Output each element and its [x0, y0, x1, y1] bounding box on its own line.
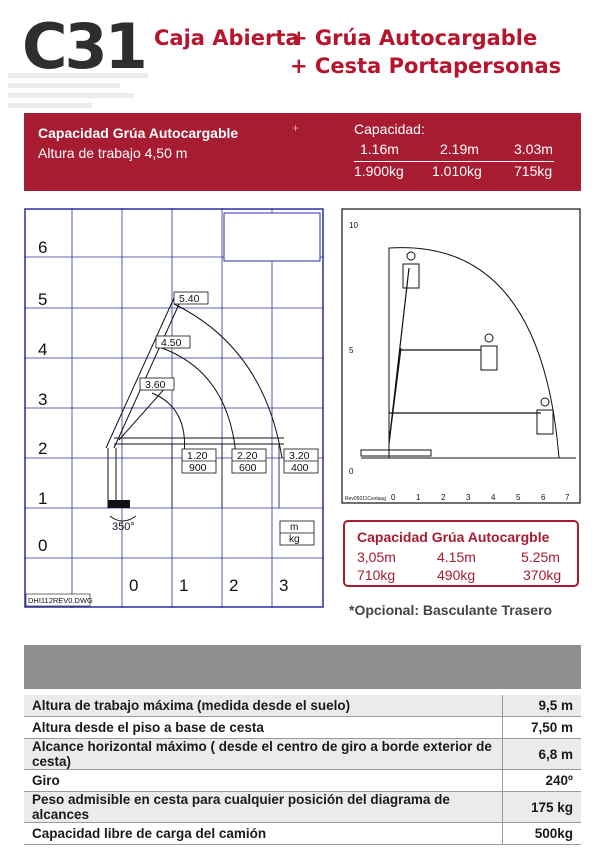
- capacity-distance: 5.25m: [521, 549, 560, 565]
- band-weight: 715kg: [514, 163, 553, 179]
- grey-header-band: [24, 645, 581, 689]
- crane-capacity-band: [24, 113, 581, 191]
- capacity-distance: 4.15m: [437, 549, 476, 565]
- x-axis-label: 2: [229, 576, 239, 595]
- spec-label: Alcance horizontal máximo ( desde el centro de giro a borde exterior de cesta): [24, 739, 503, 770]
- x-axis-label: 6: [541, 493, 546, 502]
- band-title: Capacidad Grúa Autocargable: [38, 125, 239, 141]
- diagram-empty-box: [224, 213, 320, 261]
- band-plus: +: [292, 121, 300, 135]
- load-box-dist: 3.20: [289, 450, 310, 462]
- capacity-weight: 710kg: [357, 567, 396, 583]
- spec-value: 6,8 m: [503, 739, 582, 770]
- load-box-load: 900: [189, 462, 207, 474]
- drawing-id: Rev05011Cestaug: [345, 496, 387, 502]
- header-line-grua: + Grúa Autocargable: [290, 26, 538, 50]
- reach-label: 4.50: [161, 337, 182, 349]
- basket-icons: [403, 252, 553, 434]
- band-divider: [354, 161, 554, 162]
- y-axis-label: 4: [38, 340, 48, 359]
- y-axis-label: 5: [349, 346, 354, 355]
- spec-label: Altura desde el piso a base de cesta: [24, 717, 503, 739]
- units-m: m: [290, 522, 299, 533]
- reach-label: 5.40: [179, 293, 200, 305]
- spec-label: Peso admisible en cesta para cualquier posición del diagrama de alcances: [24, 792, 503, 823]
- table-row: [24, 739, 581, 770]
- y-axis-label: 2: [38, 439, 48, 458]
- y-axis-label: 10: [349, 221, 358, 230]
- crane-boom: [106, 298, 284, 508]
- band-distance: 1.16m: [360, 141, 399, 157]
- basket-reach-diagram: [341, 208, 581, 504]
- band-capacity-label: Capacidad:: [354, 121, 425, 137]
- capacity-box-title: Capacidad Grúa Autocargble: [357, 529, 550, 545]
- spec-value: 7,50 m: [503, 717, 582, 739]
- band-subtitle: Altura de trabajo 4,50 m: [38, 145, 188, 161]
- diagram-grid: [24, 208, 324, 608]
- reach-envelope: [389, 248, 559, 458]
- load-box-dist: 2.20: [237, 450, 258, 462]
- spec-label: Capacidad libre de carga del camión: [24, 823, 503, 845]
- band-weight: 1.010kg: [432, 163, 482, 179]
- boom-positions: [389, 268, 541, 443]
- x-axis-label: 5: [516, 493, 521, 502]
- x-axis-label: 0: [391, 493, 396, 502]
- band-distance: 3.03m: [514, 141, 553, 157]
- spec-value: 9,5 m: [503, 695, 582, 717]
- table-row: [24, 695, 581, 717]
- crane-capacity-box: [343, 520, 579, 587]
- table-row: [24, 792, 581, 823]
- rotation-label: 350°: [112, 521, 135, 533]
- x-axis-label: 7: [565, 493, 570, 502]
- header-line-cesta: + Cesta Portapersonas: [290, 54, 562, 78]
- y-axis-label: 3: [38, 390, 48, 409]
- units-kg: kg: [289, 534, 300, 545]
- spec-value: 175 kg: [503, 792, 582, 823]
- drawing-id: DHI112REV0.DWG: [28, 596, 93, 605]
- x-axis-label: 1: [416, 493, 421, 502]
- capacity-distance: 3,05m: [357, 549, 396, 565]
- x-axis-label: 4: [491, 493, 496, 502]
- spec-label: Altura de trabajo máxima (medida desde el suelo): [24, 695, 503, 717]
- table-row: [24, 770, 581, 792]
- table-row: [24, 823, 581, 845]
- reach-label: 3.60: [145, 379, 166, 391]
- y-axis-label: 5: [38, 290, 48, 309]
- spec-label: Giro: [24, 770, 503, 792]
- y-axis-label: 1: [38, 489, 48, 508]
- truck-bed: [361, 450, 431, 456]
- y-axis-label: 0: [38, 536, 48, 555]
- faded-text-block: [8, 68, 148, 102]
- table-row: [24, 717, 581, 739]
- load-box-load: 400: [291, 462, 309, 474]
- specs-table: [24, 695, 581, 845]
- diagram-frame: [342, 209, 580, 503]
- load-box-load: 600: [239, 462, 257, 474]
- crane-base: [108, 500, 130, 508]
- x-axis-label: 1: [179, 576, 189, 595]
- y-axis-label: 0: [349, 467, 354, 476]
- band-distance: 2.19m: [440, 141, 479, 157]
- y-axis-label: 6: [38, 238, 48, 257]
- x-axis-label: 3: [466, 493, 471, 502]
- spec-value: 240º: [503, 770, 582, 792]
- spec-value: 500kg: [503, 823, 582, 845]
- capacity-weight: 370kg: [523, 567, 562, 583]
- header-line-caja: Caja Abierta: [154, 26, 300, 50]
- band-weight: 1.900kg: [354, 163, 404, 179]
- optional-note: *Opcional: Basculante Trasero: [349, 602, 553, 618]
- x-axis-label: 2: [441, 493, 446, 502]
- capacity-weight: 490kg: [437, 567, 476, 583]
- model-code: C31: [22, 10, 145, 83]
- x-axis-label: 0: [129, 576, 139, 595]
- x-axis-label: 3: [279, 576, 289, 595]
- crane-reach-diagram: [24, 208, 324, 608]
- load-box-dist: 1.20: [187, 450, 208, 462]
